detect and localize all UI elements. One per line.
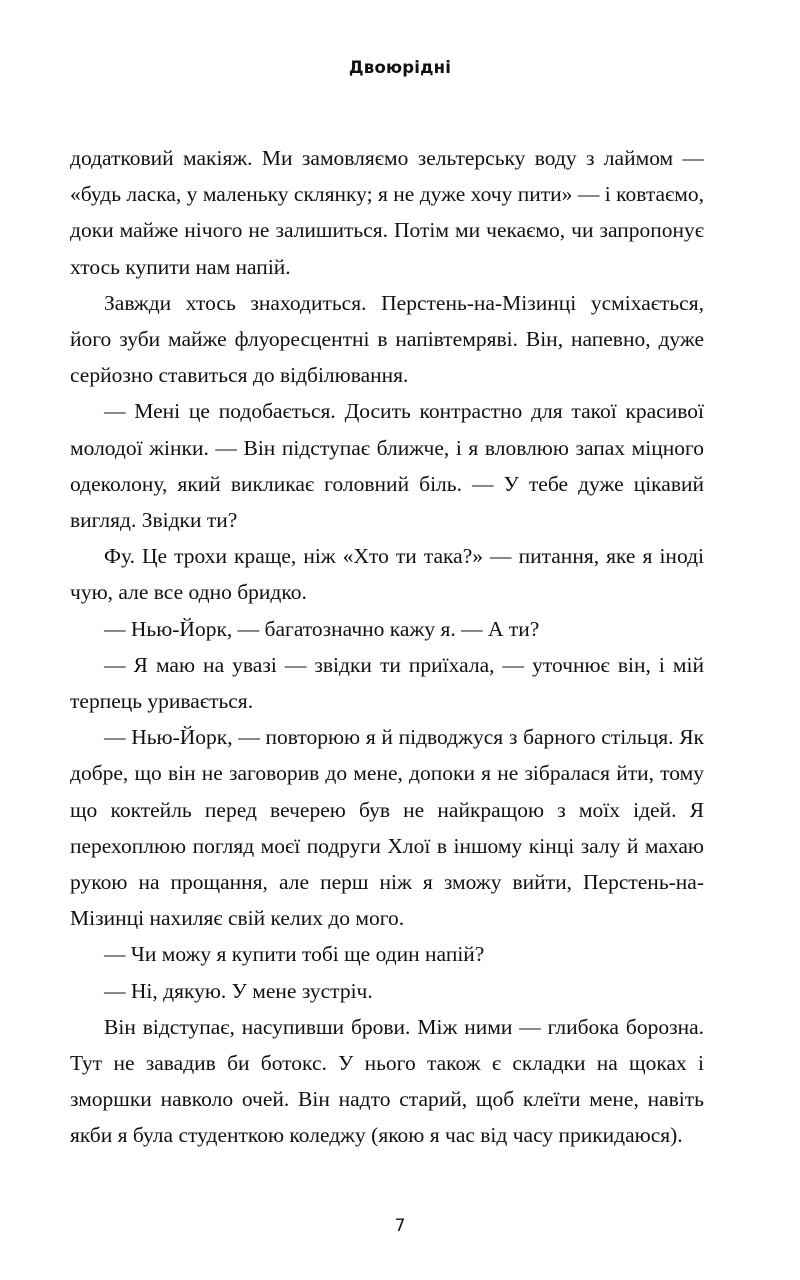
paragraph: додатковий макіяж. Ми замовляємо зельтерську воду з лаймом — «будь ласка, у маленьку склянку; я не дуже хочу пити» — і ковтаємо, доки майже нічого не залишиться. Потім ми чекаємо, чи запропонує хтось купити нам напій. — [70, 146, 704, 279]
paragraph: Він відступає, насупивши брови. Між ними — глибока борозна. Тут не завадив би ботокс. У нього також є складки на щоках і зморшки навколо очей. Він надто старий, щоб клеїти мене, навіть якби я була студенткою коледжу (якою я час від часу прикидаюся). — [70, 1014, 704, 1148]
paragraph: — Мені це подобається. Досить контрастно для такої красивої молодої жінки. — Він підступає ближче, і я вловлюю запах міцного одеколону, який викликає головний біль. — У тебе дуже цікавий вигляд. Звідки ти? — [70, 399, 704, 533]
paragraph: — Я маю на увазі — звідки ти приїхала, — уточнює він, і мій терпець уривається. — [70, 652, 704, 714]
paragraph: Завжди хтось знаходиться. Перстень-на-Мізинці усміхається, його зуби майже флуоресцентні в напівтемряві. Він, напевно, дуже серйозно ставиться до відбілювання. — [70, 290, 704, 388]
paragraph: — Нью-Йорк, — повторюю я й підводжуся з барного стільця. Як добре, що він не заговорив до мене, допоки я не зібралася йти, тому що коктейль перед вечерею був не найкращою з моїх ідей. Я перехоплюю погляд моєї подруги Хлої в іншому кінці залу й махаю рукою на прощання, але перш ніж я зможу вийти, Перстень-на-Мізинці нахиляє свій келих до мого. — [70, 725, 704, 931]
paragraph: — Чи можу я купити тобі ще один напій? — [104, 942, 485, 967]
paragraph: — Нью-Йорк, — багатозначно кажу я. — А ти? — [104, 616, 540, 641]
running-head: Двоюрідні — [348, 58, 452, 77]
body-text — [70, 140, 704, 1154]
paragraph: — Ні, дякую. У мене зустріч. — [104, 978, 373, 1003]
paragraph: Фу. Це трохи краще, ніж «Хто ти така?» — питання, яке я іноді чую, але все одно бридко. — [70, 544, 704, 605]
page-number: 7 — [394, 1216, 406, 1236]
